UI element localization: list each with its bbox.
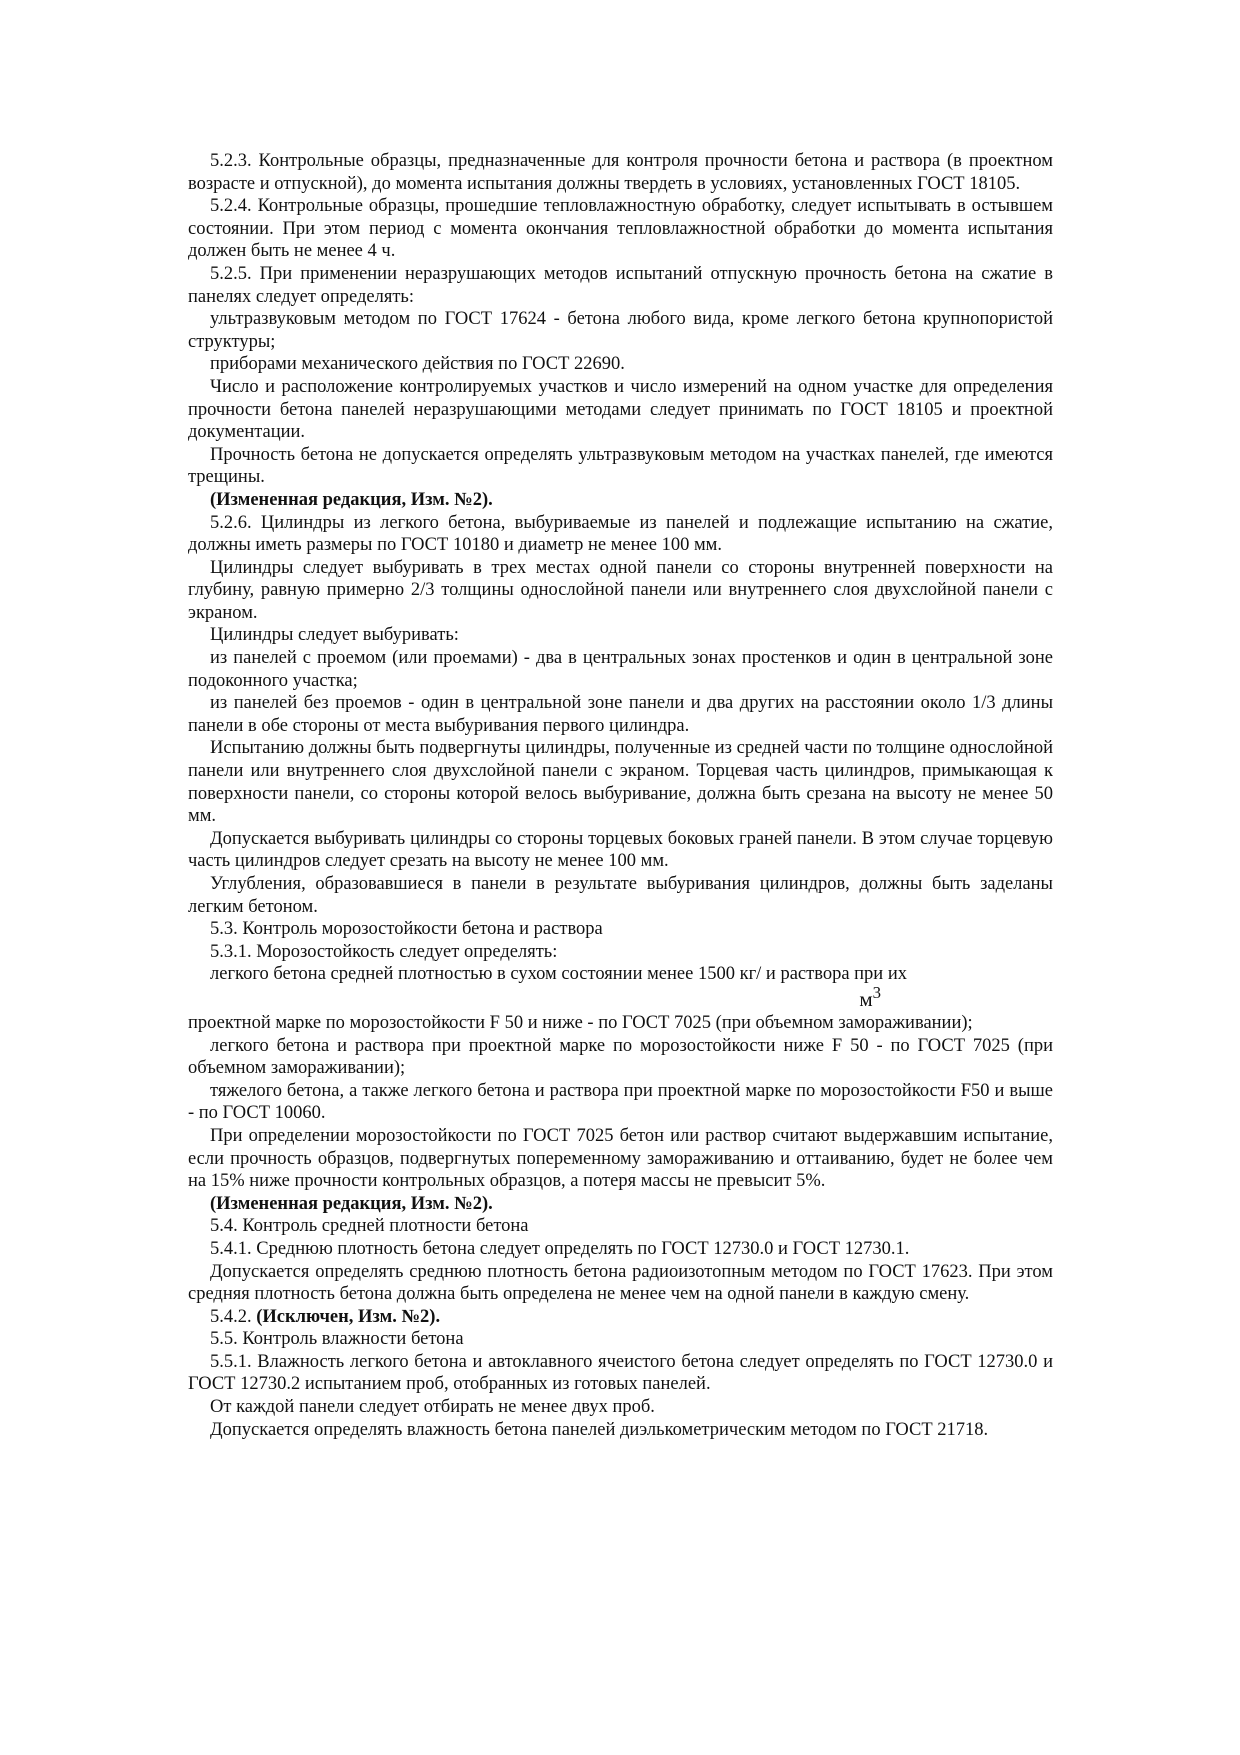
paragraph-dielectric-method: Допускается определять влажность бетона панелей диэлькометрическим методом по ГОСТ 21718. <box>210 1419 989 1440</box>
unit-exponent: 3 <box>872 982 881 1002</box>
section-5-4-heading: 5.4. Контроль средней плотности бетона <box>210 1216 529 1237</box>
paragraph-ultrasonic-method: ультразвуковым методом по ГОСТ 17624 - бетона любого вида, кроме легкого бетона крупнопористой структуры; <box>188 309 1053 352</box>
paragraph-5-2-6: 5.2.6. Цилиндры из легкого бетона, выбуриваемые из панелей и подлежащие испытанию на сжатие, должны иметь размеры по ГОСТ 10180 и диаметр не менее 100 мм. <box>188 512 1053 556</box>
amendment-note-2: (Измененная редакция, Изм. №2). <box>210 1193 493 1214</box>
section-5-5-heading: 5.5. Контроль влажности бетона <box>210 1329 464 1350</box>
paragraph-5-4-1: 5.4.1. Среднюю плотность бетона следует определять по ГОСТ 12730.0 и ГОСТ 12730.1. <box>210 1238 910 1259</box>
paragraph-cylinder-testing: Испытанию должны быть подвергнуты цилиндры, полученные из средней части по толщине однослойной панели или внутреннего слоя двухслойной панели с экраном. Торцевая часть цилиндров, примыкающая к поверхности панели, со стороны которой велось выбуривание, должна быть срезана на высоту не менее 50 мм. <box>188 738 1053 827</box>
paragraph-5-2-4: 5.2.4. Контрольные образцы, прошедшие тепловлажностную обработку, следует испытывать в остывшем состоянии. При этом период с момента окончания тепловлажностной обработки до момента испытания должен быть не менее 4 ч. <box>188 196 1053 262</box>
paragraph-5-5-1: 5.5.1. Влажность легкого бетона и автоклавного ячеистого бетона следует определять по ГОСТ 12730.0 и ГОСТ 12730.2 испытанием проб, отобранных из готовых панелей. <box>188 1351 1053 1395</box>
paragraph-5-2-3: 5.2.3. Контрольные образцы, предназначенные для контроля прочности бетона и раствора (в проектном возрасте и отпускной), до момента испытания должны твердеть в условиях, установленных ГОСТ 18105. <box>188 151 1053 194</box>
excluded-note: (Исключен, Изм. №2). <box>256 1306 441 1327</box>
paragraph-edge-drilling: Допускается выбуривать цилиндры со стороны торцевых боковых граней панели. В этом случае торцевую часть цилиндров следует срезать на высоту не менее 100 мм. <box>188 828 1053 872</box>
paragraph-holes-filling: Углубления, образовавшиеся в панели в результате выбуривания цилиндров, должны быть заделаны легким бетоном. <box>188 874 1053 917</box>
amendment-note: (Измененная редакция, Изм. №2). <box>210 489 493 510</box>
paragraph-heavy-concrete: тяжелого бетона, а также легкого бетона и раствора при проектной марке по морозостойкости F50 и выше - по ГОСТ 10060. <box>188 1080 1053 1124</box>
paragraph-panels-without-openings: из панелей без проемов - один в центральной зоне панели и два других на расстоянии около 1/3 длины панели в обе стороны от места выбуривания первого цилиндра. <box>188 693 1053 736</box>
paragraph-cylinder-drilling: Цилиндры следует выбуривать в трех местах одной панели со стороны внутренней поверхности на глубину, равную примерно 2/3 толщины однослойной панели или внутреннего слоя двухслойной панели с экраном. <box>188 557 1053 623</box>
paragraph-frost-below-f50: легкого бетона и раствора при проектной марке по морозостойкости ниже F 50 - по ГОСТ 7025 (при объемном замораживании); <box>188 1035 1053 1079</box>
document-body <box>188 150 1053 1441</box>
paragraph-frost-criteria: При определении морозостойкости по ГОСТ 7025 бетон или раствор считают выдержавшим испытание, если прочность образцов, подвергнутых попеременному замораживанию и оттаиванию, будет не более чем на 15% ниже прочности контрольных образцов, а потеря массы не превысит 5%. <box>188 1125 1053 1192</box>
density-unit <box>188 982 1053 1012</box>
section-5-3-heading: 5.3. Контроль морозостойкости бетона и раствора <box>210 919 603 940</box>
paragraph-panels-with-openings: из панелей с проемом (или проемами) - два в центральных зонах простенков и один в центральной зоне подоконного участка; <box>188 648 1053 691</box>
paragraph-light-concrete-density: легкого бетона средней плотностью в сухом состоянии менее 1500 кг/ и раствора при их <box>210 964 907 985</box>
paragraph-frost-f50: проектной марке по морозостойкости F 50 и ниже - по ГОСТ 7025 (при объемном замораживании); <box>188 1012 973 1033</box>
paragraph-5-3-1: 5.3.1. Морозостойкость следует определять: <box>210 941 558 962</box>
paragraph-5-4-2 <box>188 1306 1053 1329</box>
paragraph-mechanical-devices: приборами механического действия по ГОСТ 22690. <box>210 354 625 375</box>
paragraph-radioisotope: Допускается определять среднюю плотность бетона радиоизотопным методом по ГОСТ 17623. При этом средняя плотность бетона должна быть определена не менее чем на одной панели в каждую смену. <box>188 1261 1053 1305</box>
paragraph-two-samples: От каждой панели следует отбирать не менее двух проб. <box>210 1397 655 1418</box>
paragraph-test-areas: Число и расположение контролируемых участков и число измерений на одном участке для определения прочности бетона панелей неразрушающими методами следует принимать по ГОСТ 18105 и проектной документации. <box>188 376 1053 443</box>
paragraph-cracks: Прочность бетона не допускается определять ультразвуковым методом на участках панелей, где имеются трещины. <box>188 444 1053 488</box>
paragraph-drill-where: Цилиндры следует выбуривать: <box>210 625 459 646</box>
paragraph-5-4-2-number: 5.4.2. <box>210 1306 257 1327</box>
paragraph-5-2-5: 5.2.5. При применении неразрушающих методов испытаний отпускную прочность бетона на сжатие в панелях следует определять: <box>188 263 1053 307</box>
unit-base: м <box>859 986 873 1011</box>
